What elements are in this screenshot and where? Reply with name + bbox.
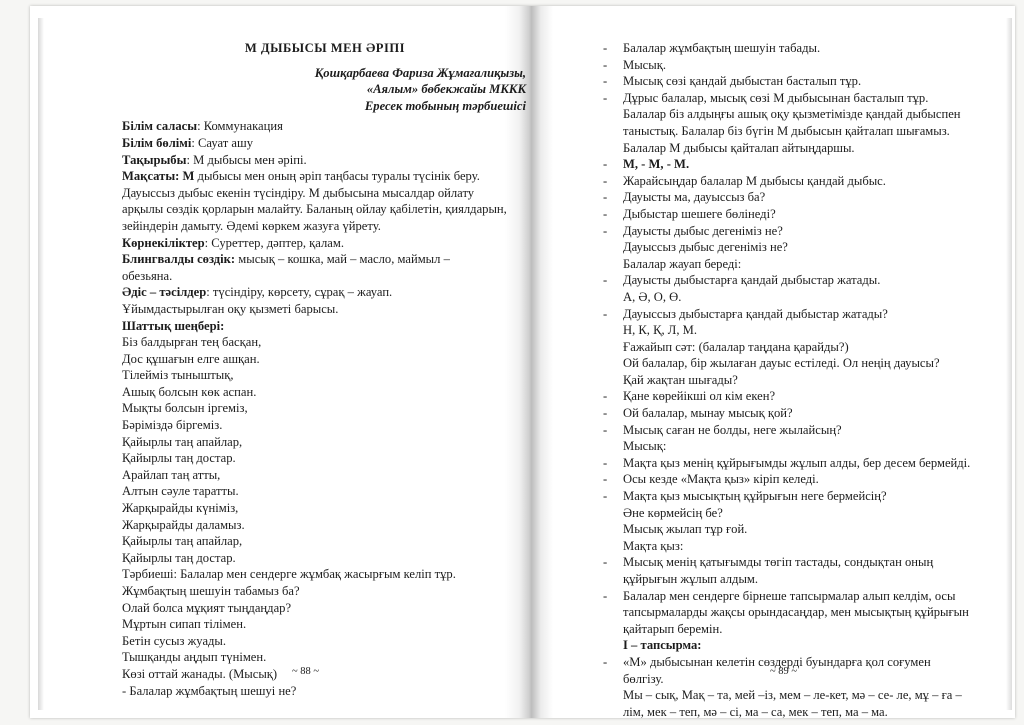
- line-text: Ұйымдастырылған оқу қызметі барысы.: [122, 301, 339, 316]
- line-label: Тақырыбы: [122, 152, 187, 167]
- line-text: Мысық.: [623, 57, 666, 72]
- left-page-edge: [38, 18, 44, 710]
- bullet-dash: -: [603, 90, 608, 105]
- text-line: [122, 434, 528, 451]
- line-text: Балалар жұмбақтың шешуін табады.: [623, 41, 821, 55]
- text-line: [603, 206, 985, 223]
- line-text: - Балалар жұмбақтың шешуі не?: [122, 683, 297, 698]
- text-line: [603, 687, 985, 704]
- line-text: Тәрбиеші: Балалар мен сендерге жұмбақ жасырғым келіп тұр.: [122, 567, 456, 582]
- line-text: Дауысты дыбыс дегеніміз не?: [623, 223, 783, 238]
- text-line: [603, 223, 985, 240]
- bullet-dash: -: [603, 190, 608, 205]
- text-line: [603, 306, 985, 323]
- line-text: М, - М, - М.: [623, 157, 690, 172]
- text-line: [603, 621, 985, 638]
- line-text: Балалар М дыбысы қайталап айтыңдаршы.: [623, 140, 855, 155]
- bullet-dash: -: [603, 422, 608, 437]
- text-line: [603, 704, 985, 721]
- line-text: Біз балдырған тең басқан,: [122, 335, 262, 350]
- line-text: Дыбыстар шешеге бөлінеді?: [623, 206, 776, 221]
- text-line: [603, 521, 985, 538]
- line-text: Ғажайып сәт: (балалар таңдана қарайды?): [623, 339, 849, 354]
- line-text: : түсіндіру, көрсету, сұрақ – жауап.: [206, 285, 393, 300]
- text-line: [603, 73, 985, 90]
- left-page: [122, 40, 528, 699]
- text-line: [603, 173, 985, 190]
- text-line: [603, 637, 985, 654]
- line-text: : Сауат ашу: [191, 135, 253, 150]
- text-line: [122, 600, 528, 617]
- line-text: Тілейміз тыныштық,: [122, 368, 234, 383]
- text-line: [122, 683, 528, 700]
- line-label: Білім саласы: [122, 119, 198, 134]
- text-line: [603, 289, 985, 306]
- line-text: Қайырлы таң достар.: [122, 550, 236, 565]
- text-line: [603, 455, 985, 472]
- line-text: арқылы сөздік қорларын малайту. Баланың ойлау қабілетін, қиялдарын,: [122, 202, 507, 217]
- right-text-body: [603, 40, 985, 720]
- line-text: А, Ә, О, Ө.: [623, 289, 682, 304]
- text-line: [603, 422, 985, 439]
- line-text: Дұрыс балалар, мысық сөзі М дыбысынан басталып тұр.: [623, 90, 929, 105]
- bullet-dash: -: [603, 41, 608, 55]
- text-line: [122, 550, 528, 567]
- line-text: Мақта қыз:: [623, 538, 684, 553]
- line-label: Мақсаты: М: [122, 169, 195, 184]
- text-line: [122, 201, 528, 218]
- text-line: [603, 239, 985, 256]
- text-line: [122, 168, 528, 185]
- line-text: Мысық саған не болды, неге жылайсың?: [623, 422, 842, 437]
- line-text: Қане көрейікші ол кім екен?: [623, 389, 776, 404]
- line-text: Мақта қыз мысықтың құйрығын неге бермейсің?: [623, 489, 887, 504]
- bullet-dash: -: [603, 489, 608, 504]
- line-text: бөлгізу.: [623, 671, 664, 686]
- line-text: Ашық болсын көк аспан.: [122, 384, 257, 399]
- bullet-dash: -: [603, 472, 608, 487]
- text-line: [603, 438, 985, 455]
- line-text: Жарайсыңдар балалар М дыбысы қандай дыбыс.: [623, 173, 886, 188]
- text-line: [122, 483, 528, 500]
- text-line: [122, 301, 528, 318]
- page-number-left: ~ 88 ~: [292, 666, 320, 677]
- text-line: [122, 450, 528, 467]
- author-line: Ересек тобының тәрбиешісі: [364, 98, 526, 113]
- line-text: «М» дыбысынан келетін сөздерді буындарға қол соғумен: [623, 654, 931, 669]
- bullet-dash: -: [603, 173, 608, 188]
- line-text: Арайлап таң атты,: [122, 467, 221, 482]
- bullet-dash: -: [603, 654, 608, 669]
- text-line: [603, 90, 985, 107]
- text-line: [603, 571, 985, 588]
- line-text: І – тапсырма:: [623, 638, 702, 653]
- text-line: [122, 318, 528, 335]
- text-line: [122, 251, 528, 268]
- text-line: [603, 57, 985, 74]
- line-text: Алтын сәуле таратты.: [122, 484, 239, 499]
- bullet-dash: -: [603, 389, 608, 404]
- line-text: : Суреттер, дәптер, қалам.: [204, 235, 344, 250]
- line-text: тапсырмаларды жақсы орындасаңдар, мен мысықтың құйрығын: [623, 605, 969, 620]
- bullet-dash: -: [603, 273, 608, 288]
- text-line: [122, 384, 528, 401]
- text-line: [122, 500, 528, 517]
- bullet-dash: -: [603, 157, 608, 172]
- text-line: [122, 417, 528, 434]
- bullet-dash: -: [603, 588, 608, 603]
- bullet-dash: -: [603, 455, 608, 470]
- page-number-right: ~ 89 ~: [770, 666, 798, 677]
- bullet-dash: -: [603, 406, 608, 421]
- line-text: Дауыссыз дыбыс дегеніміз не?: [623, 240, 788, 255]
- bullet-dash: -: [603, 206, 608, 221]
- line-text: Дауыссыз дыбыстарға қандай дыбыстар жатады?: [623, 306, 888, 321]
- line-text: лім, мек – теп, мә – сі, ма – са, мек – теп, ма – ма.: [623, 704, 888, 719]
- text-line: [603, 488, 985, 505]
- text-line: [122, 367, 528, 384]
- text-line: [122, 135, 528, 152]
- text-line: [603, 339, 985, 356]
- text-line: [603, 505, 985, 522]
- text-line: [122, 467, 528, 484]
- line-text: Бетін сусыз жуады.: [122, 633, 227, 648]
- line-text: Олай болса мұқият тыңдаңдар?: [122, 600, 292, 615]
- text-line: [603, 538, 985, 555]
- text-line: [122, 185, 528, 202]
- line-text: Бәріміздә біргеміз.: [122, 418, 223, 433]
- line-text: Балалар біз алдыңғы ашық оқу қызметімізде қандай дыбыспен: [623, 107, 961, 122]
- line-text: Жарқырайды даламыз.: [122, 517, 245, 532]
- line-text: Осы кезде «Мақта қыз» кіріп келеді.: [623, 472, 819, 487]
- line-text: Мысық жылап тұр ғой.: [623, 522, 748, 537]
- line-text: Жарқырайды күніміз,: [122, 501, 239, 516]
- line-text: Тышқанды аңдып түнімен.: [122, 650, 267, 665]
- text-line: [603, 554, 985, 571]
- line-text: Мысық сөзі қандай дыбыстан басталып тұр.: [623, 74, 862, 89]
- text-line: [122, 284, 528, 301]
- text-line: [122, 517, 528, 534]
- text-line: [603, 272, 985, 289]
- line-text: : М дыбысы мен әріпі.: [186, 152, 307, 167]
- text-line: [603, 106, 985, 123]
- author-line: Қошқарбаева Фариза Жұмағалиқызы,: [314, 65, 526, 80]
- line-label: Көрнекіліктер: [122, 235, 205, 250]
- text-line: [122, 400, 528, 417]
- line-text: Дауысты дыбыстарға қандай дыбыстар жатады.: [623, 273, 881, 288]
- bullet-dash: -: [603, 555, 608, 570]
- text-line: [603, 189, 985, 206]
- line-text: Мақта қыз менің құйрығымды жұлып алды, бер десем бермейді.: [623, 455, 971, 470]
- line-text: таныстық. Балалар біз бүгін М дыбысын қайталап шығамыз.: [623, 123, 950, 138]
- text-line: [603, 322, 985, 339]
- line-text: Мықты болсын іргеміз,: [122, 401, 248, 416]
- text-line: [122, 152, 528, 169]
- bullet-dash: -: [603, 74, 608, 89]
- line-text: Мы – сық, Мақ – та, мей –із, мем – ле-кет, мә – се- ле, мұ – ға –: [623, 688, 962, 703]
- line-label: Блингвалды сөздік:: [122, 252, 236, 267]
- text-line: [122, 666, 528, 683]
- text-line: [122, 566, 528, 583]
- bullet-dash: -: [603, 57, 608, 72]
- line-text: Дауыссыз дыбыс екенін түсіндіру. М дыбысына мысалдар ойлату: [122, 185, 475, 200]
- line-text: Мұртын сипап тілімен.: [122, 617, 247, 632]
- text-line: [603, 140, 985, 157]
- line-text: Қайырлы таң достар.: [122, 451, 236, 466]
- page-title: М ДЫБЫСЫ МЕН ӘРІПІ: [244, 41, 406, 55]
- line-label: Әдіс – тәсілдер: [122, 285, 207, 300]
- line-text: дыбысы мен оның әріп таңбасы туралы түсінік беру.: [194, 169, 480, 184]
- line-text: Ой балалар, мынау мысық қой?: [623, 406, 793, 421]
- right-page-edge: [1006, 18, 1012, 710]
- text-line: [603, 388, 985, 405]
- line-text: Мысық менің қатығымды төгіп тастады, сондықтан оның: [623, 555, 934, 570]
- text-line: [122, 351, 528, 368]
- text-line: [122, 235, 528, 252]
- line-text: Н, К, Қ, Л, М.: [623, 323, 697, 338]
- bullet-dash: -: [603, 306, 608, 321]
- line-text: Дауысты ма, дауыссыз ба?: [623, 190, 766, 205]
- line-text: Қайырлы таң апайлар,: [122, 434, 243, 449]
- line-text: Қай жақтан шығады?: [623, 372, 738, 387]
- line-text: Әне көрмейсің бе?: [623, 505, 723, 520]
- line-label: Білім бөлімі: [122, 135, 192, 150]
- text-line: [603, 40, 985, 57]
- text-line: [122, 633, 528, 650]
- text-line: [603, 471, 985, 488]
- text-line: [122, 649, 528, 666]
- text-line: [603, 405, 985, 422]
- line-text: Балалар жауап береді:: [623, 256, 742, 271]
- line-text: Дос құшағын елге ашқан.: [122, 351, 260, 366]
- line-text: обезьяна.: [122, 268, 173, 283]
- line-text: Жұмбақтың шешуін табамыз ба?: [122, 584, 300, 598]
- text-line: [122, 583, 528, 600]
- text-line: [603, 256, 985, 273]
- text-line: [122, 616, 528, 633]
- line-text: Көзі оттай жанады. (Мысық): [122, 666, 278, 681]
- line-text: Мысық:: [623, 439, 667, 454]
- line-text: Қайырлы таң апайлар,: [122, 534, 243, 549]
- text-line: [122, 268, 528, 285]
- line-text: Ой балалар, бір жылаған дауыс естіледі. Ол неңің дауысы?: [623, 356, 940, 371]
- text-line: [603, 372, 985, 389]
- line-label: Шаттық шеңбері:: [122, 318, 225, 333]
- text-line: [122, 118, 528, 135]
- right-page: [603, 40, 985, 720]
- line-text: қайтарып беремін.: [623, 621, 723, 636]
- text-line: [603, 123, 985, 140]
- line-text: зейіндерін дамыту. Әдемі көркем жазуға үйрету.: [122, 218, 381, 233]
- line-text: мысық – кошка, май – масло, маймыл –: [235, 252, 450, 267]
- text-line: [603, 355, 985, 372]
- text-line: [603, 604, 985, 621]
- text-line: [122, 334, 528, 351]
- text-line: [603, 156, 985, 173]
- left-text-body: [122, 118, 528, 699]
- author-line: «Аялым» бөбекжайы МККК: [366, 82, 526, 97]
- line-text: құйрығын жұлып алдым.: [623, 572, 759, 586]
- text-line: [122, 218, 528, 235]
- line-text: Балалар мен сендерге бірнеше тапсырмалар алып келдім, осы: [623, 588, 956, 603]
- text-line: [122, 533, 528, 550]
- line-text: : Коммунакация: [197, 119, 283, 134]
- text-line: [603, 588, 985, 605]
- bullet-dash: -: [603, 223, 608, 238]
